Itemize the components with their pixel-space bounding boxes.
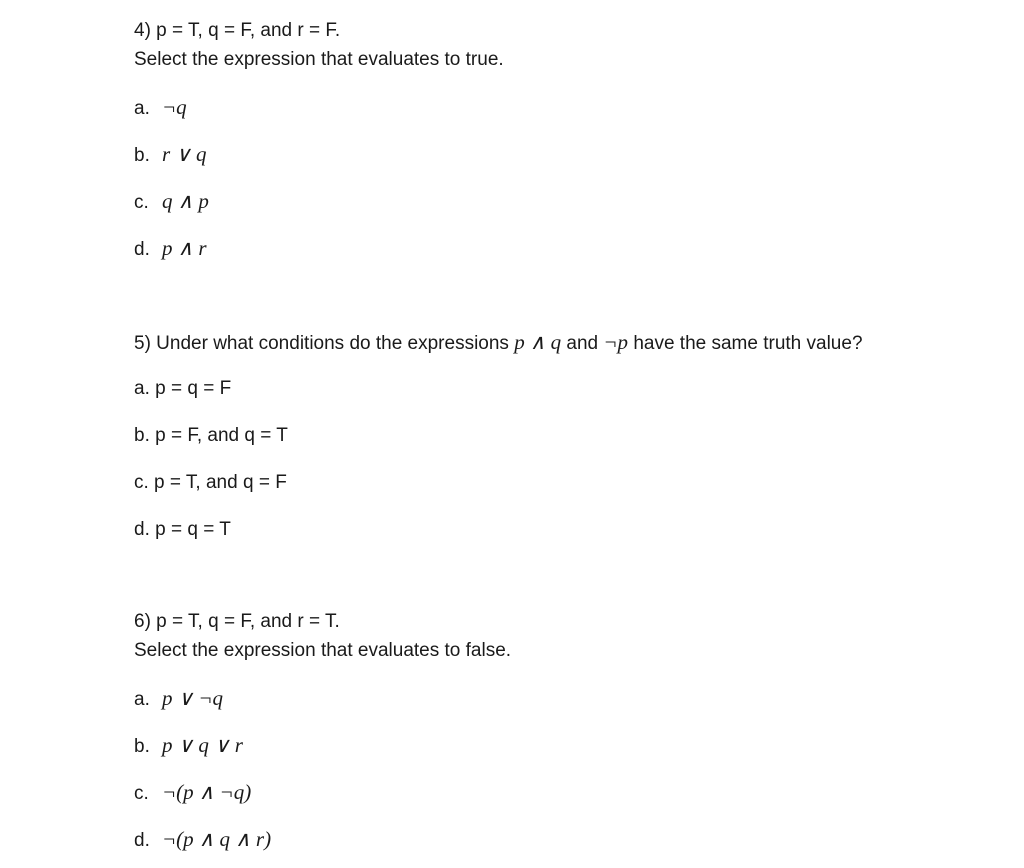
q6-option-d[interactable] bbox=[134, 827, 271, 853]
option-label: a. bbox=[134, 689, 150, 710]
option-label: b. bbox=[134, 736, 150, 757]
q4-option-b[interactable] bbox=[134, 142, 207, 168]
option-label: a. bbox=[134, 98, 150, 119]
q6-given: 6) p = T, q = F, and r = T. bbox=[134, 611, 340, 632]
q5-prompt bbox=[134, 330, 863, 356]
option-label: c. bbox=[134, 783, 149, 804]
q5-prompt-mid: and bbox=[566, 333, 599, 354]
option-expression: p ∨ ¬q bbox=[162, 686, 224, 710]
option-expression: r ∨ q bbox=[162, 142, 207, 166]
q5-expression-2: ¬p bbox=[603, 330, 629, 354]
q4-option-a[interactable] bbox=[134, 95, 187, 121]
q5-option-c[interactable]: c. p = T, and q = F bbox=[134, 472, 287, 493]
option-expression: p ∨ q ∨ r bbox=[162, 733, 243, 757]
option-label: d. bbox=[134, 239, 150, 260]
q6-option-a[interactable] bbox=[134, 686, 223, 712]
option-label: d. bbox=[134, 830, 150, 851]
option-expression: ¬(p ∧ ¬q) bbox=[162, 780, 252, 804]
option-label: b. bbox=[134, 145, 150, 166]
q5-prompt-post: have the same truth value? bbox=[633, 333, 863, 354]
q5-option-a[interactable]: a. p = q = F bbox=[134, 378, 232, 399]
option-expression: ¬q bbox=[162, 95, 187, 119]
q4-option-d[interactable] bbox=[134, 236, 207, 262]
option-label: c. bbox=[134, 192, 149, 213]
q5-expression-1: p ∧ q bbox=[514, 330, 562, 354]
option-expression: p ∧ r bbox=[162, 236, 207, 260]
q5-option-d[interactable]: d. p = q = T bbox=[134, 519, 231, 540]
option-expression: ¬(p ∧ q ∧ r) bbox=[162, 827, 272, 851]
q4-option-c[interactable] bbox=[134, 189, 209, 215]
q6-option-b[interactable] bbox=[134, 733, 243, 759]
q4-prompt: Select the expression that evaluates to true. bbox=[134, 49, 504, 70]
q5-option-b[interactable]: b. p = F, and q = T bbox=[134, 425, 288, 446]
q4-given: 4) p = T, q = F, and r = F. bbox=[134, 20, 341, 41]
q6-prompt: Select the expression that evaluates to false. bbox=[134, 640, 512, 661]
q5-prompt-pre: 5) Under what conditions do the expressions bbox=[134, 333, 509, 354]
q6-option-c[interactable] bbox=[134, 780, 251, 806]
option-expression: q ∧ p bbox=[162, 189, 209, 213]
